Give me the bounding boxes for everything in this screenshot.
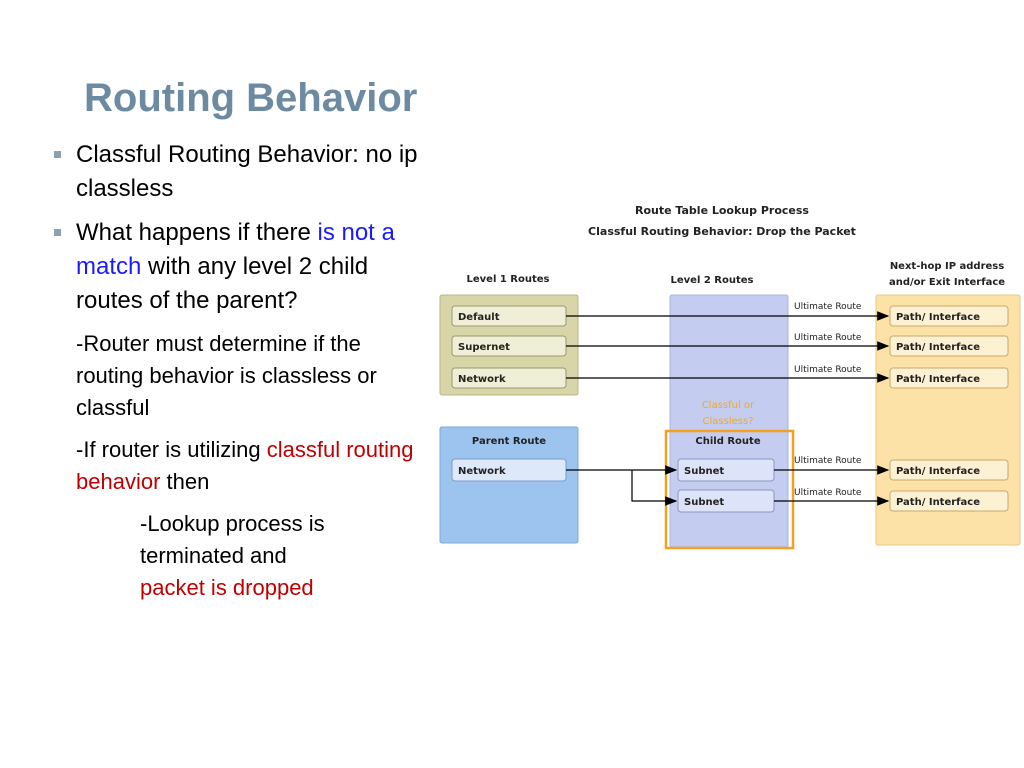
- sub-point: [54, 328, 424, 424]
- child-route-label: Subnet: [684, 466, 725, 477]
- sub-point: [54, 434, 424, 498]
- path-interface-label: Path/ Interface: [896, 466, 980, 477]
- child-route-label: Subnet: [684, 497, 725, 508]
- sub-point-text: then: [160, 469, 210, 494]
- diagram-canvas: [432, 195, 1024, 585]
- level1-route-label: Network: [458, 374, 506, 385]
- arrow-label: Ultimate Route: [794, 333, 862, 343]
- route-arrow: [632, 470, 676, 501]
- highlight-text: packet is dropped: [140, 575, 314, 600]
- nexthop-heading: and/or Exit Interface: [888, 277, 1006, 288]
- bullet-item: [54, 138, 424, 206]
- diagram-subtitle: Classful Routing Behavior: Drop the Packet: [588, 225, 856, 238]
- slide-title: Routing Behavior: [84, 76, 418, 120]
- level1-heading: Level 1 Routes: [466, 274, 550, 285]
- decision-label: Classful or: [701, 400, 755, 411]
- route-lookup-diagram: [432, 195, 1024, 585]
- parent-route-label: Network: [458, 466, 506, 477]
- sub-point-text: -Lookup process is terminated and: [140, 511, 325, 568]
- path-interface-label: Path/ Interface: [896, 497, 980, 508]
- diagram-title: Route Table Lookup Process: [635, 204, 809, 217]
- level1-route-label: Supernet: [458, 342, 510, 353]
- path-interface-label: Path/ Interface: [896, 374, 980, 385]
- bullet-text: Classful Routing Behavior: no ip classless: [76, 141, 418, 202]
- level2-heading: Level 2 Routes: [670, 275, 754, 286]
- path-interface-label: Path/ Interface: [896, 312, 980, 323]
- path-interface-label: Path/ Interface: [896, 342, 980, 353]
- arrow-label: Ultimate Route: [794, 302, 862, 312]
- decision-label: Classless?: [702, 416, 754, 427]
- arrow-label: Ultimate Route: [794, 488, 862, 498]
- bullet-list: [54, 138, 424, 604]
- arrow-label: Ultimate Route: [794, 456, 862, 466]
- child-route-heading: Child Route: [695, 436, 761, 447]
- level1-route-label: Default: [458, 312, 500, 323]
- square-bullet-icon: [54, 229, 61, 236]
- highlight-text: classful routing behavior: [76, 437, 414, 494]
- nested-sub-point: [54, 508, 424, 604]
- nexthop-heading: Next-hop IP address: [889, 261, 1005, 272]
- sub-point-text: -Router must determine if the routing behavior is classless or classful: [76, 331, 377, 420]
- square-bullet-icon: [54, 151, 61, 158]
- bullet-text: What happens if there: [76, 219, 318, 246]
- parent-route-heading: Parent Route: [471, 436, 547, 447]
- highlight-text: is not a match: [76, 219, 395, 280]
- bullet-text: with any level 2 child routes of the parent?: [76, 253, 369, 314]
- sub-point-text: -If router is utilizing: [76, 437, 267, 462]
- bullet-item: [54, 216, 424, 318]
- arrow-label: Ultimate Route: [794, 365, 862, 375]
